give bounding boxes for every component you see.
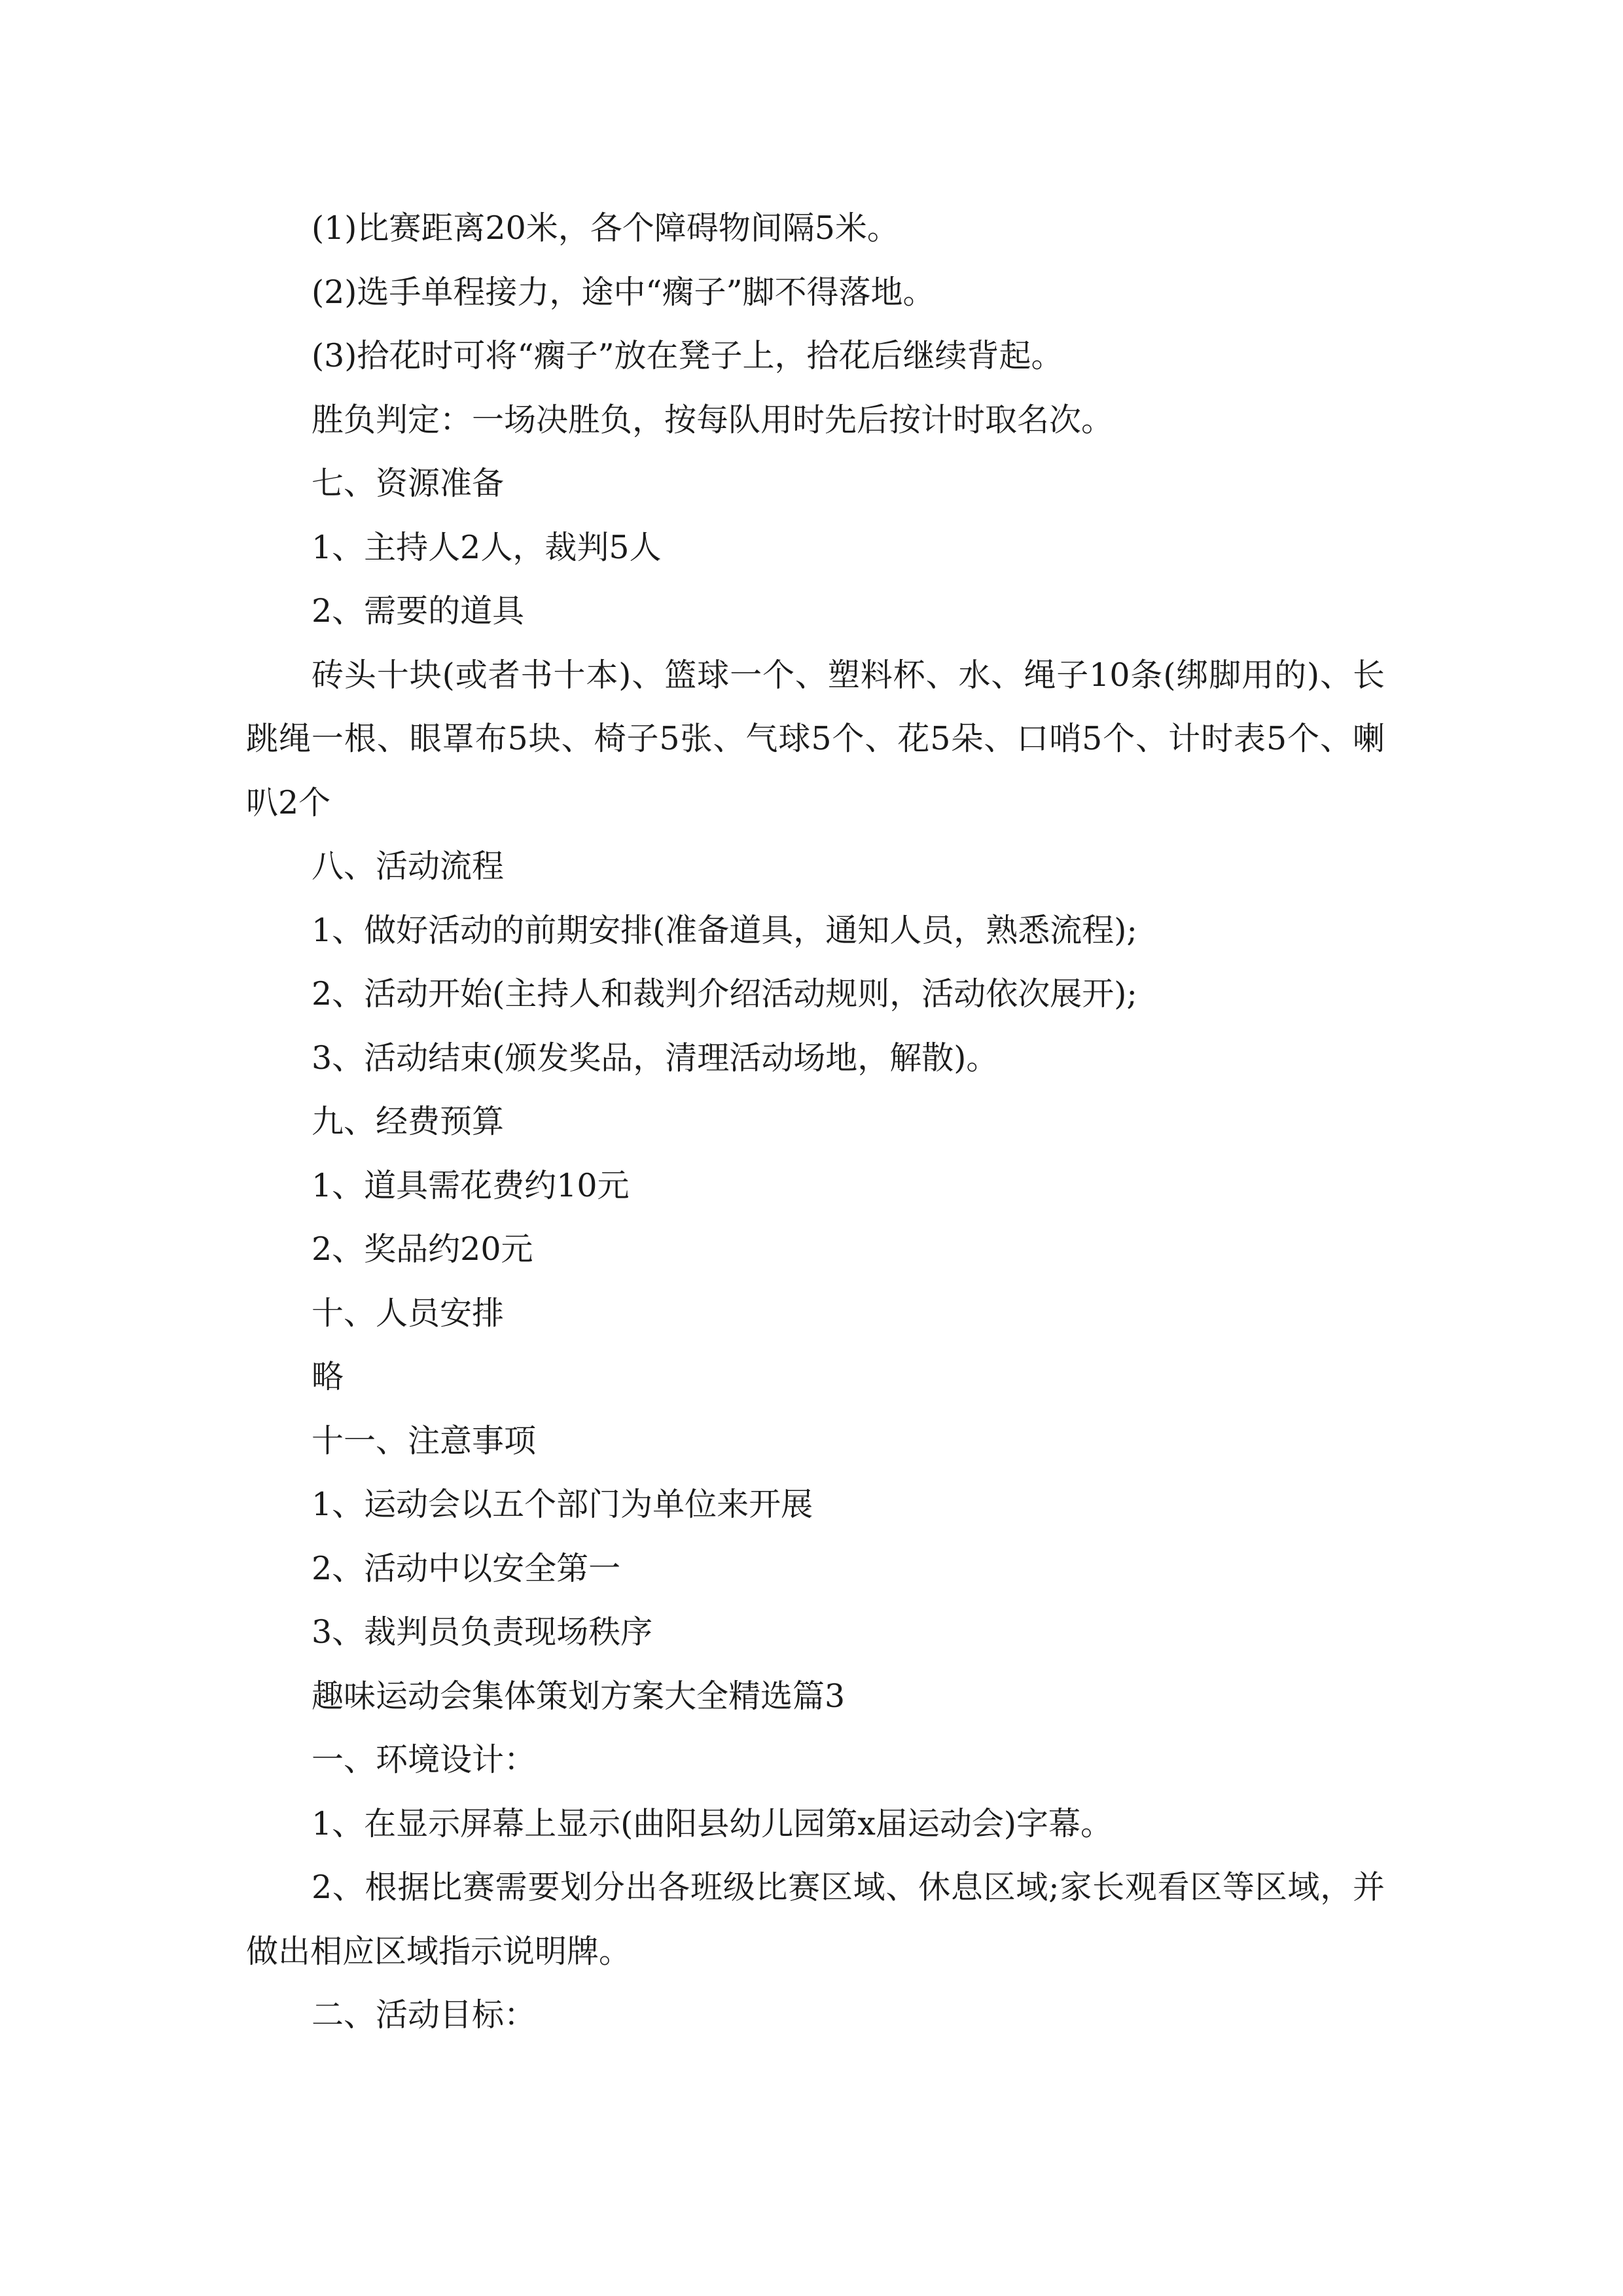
process-step-2: 2、活动开始(主持人和裁判介绍活动规则，活动依次展开); [312, 975, 1137, 1013]
environment-item-2: 2、根据比赛需要划分出各班级比赛区域、休息区域;家长观看区等区域，并做出相应区域指示说明牌。 [246, 1869, 1385, 1970]
article-title-3: 趣味运动会集体策划方案大全精选篇3 [312, 1677, 846, 1715]
staffing-text: 略 [312, 1358, 344, 1395]
rule-relay: (2)选手单程接力，途中“瘸子”脚不得落地。 [312, 273, 935, 311]
environment-item-1: 1、在显示屏幕上显示(曲阳县幼儿园第x届运动会)字幕。 [312, 1804, 1113, 1842]
budget-item-1: 1、道具需花费约10元 [312, 1166, 630, 1204]
resource-props-heading: 2、需要的道具 [312, 592, 525, 630]
process-step-1: 1、做好活动的前期安排(准备道具，通知人员，熟悉流程); [312, 911, 1137, 949]
rule-distance: (1)比赛距离20米，各个障碍物间隔5米。 [312, 209, 899, 247]
process-step-3: 3、活动结束(颁发奖品，清理活动场地，解散)。 [312, 1039, 999, 1077]
section-heading-notes: 十一、注意事项 [312, 1422, 537, 1460]
section-heading-goals: 二、活动目标： [312, 1996, 537, 2034]
section-heading-resources: 七、资源准备 [312, 465, 505, 502]
resource-staff: 1、主持人2人，裁判5人 [312, 528, 662, 566]
budget-item-2: 2、奖品约20元 [312, 1230, 533, 1268]
section-heading-process: 八、活动流程 [312, 848, 505, 885]
note-item-3: 3、裁判员负责现场秩序 [312, 1613, 653, 1651]
note-item-1: 1、运动会以五个部门为单位来开展 [312, 1486, 813, 1523]
props-paragraph: 砖头十块(或者书十本)、篮球一个、塑料杯、水、绳子10条(绑脚用的)、长跳绳一根、眼罩布5块、椅子5张、气球5个、花5朵、口哨5个、计时表5个、喇叭2个 [246, 656, 1385, 821]
rule-pick-flower: (3)拾花时可将“瘸子”放在凳子上，拾花后继续背起。 [312, 337, 1063, 374]
section-heading-staffing: 十、人员安排 [312, 1294, 505, 1332]
section-heading-environment: 一、环境设计： [312, 1741, 537, 1778]
note-item-2: 2、活动中以安全第一 [312, 1549, 621, 1587]
document-body [246, 196, 1385, 2047]
rule-winner: 胜负判定：一场决胜负，按每队用时先后按计时取名次。 [312, 401, 1114, 439]
section-heading-budget: 九、经费预算 [312, 1103, 505, 1140]
